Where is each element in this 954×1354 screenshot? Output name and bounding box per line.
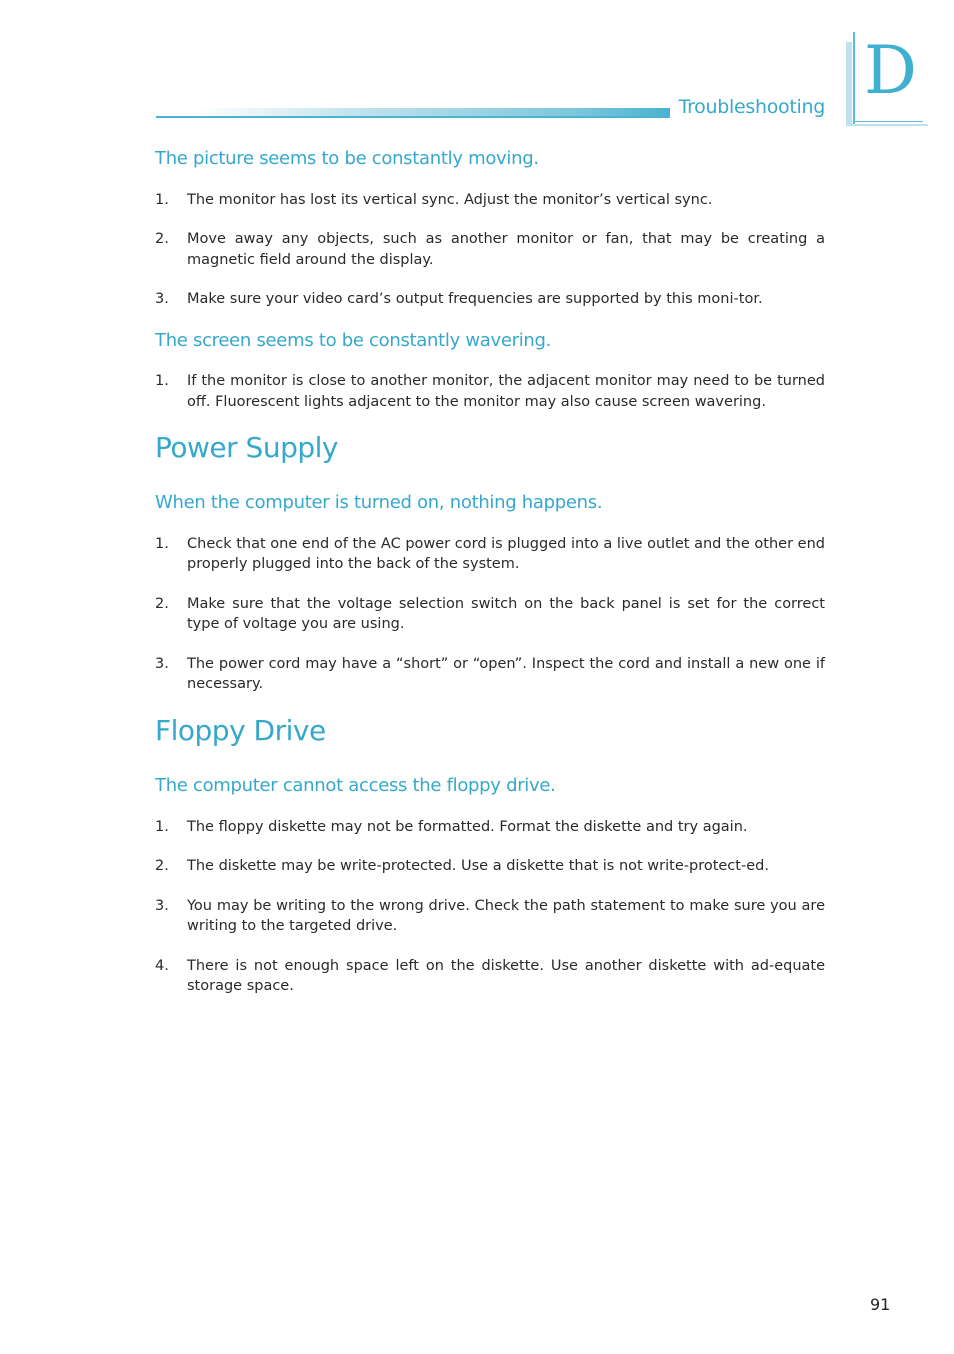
list-item-number: 3. [155, 291, 169, 308]
list-item-number: 1. [155, 373, 169, 390]
list-item-text: Move away any objects, such as another monitor or fan, that may be creating a magnetic field around the display. [187, 231, 825, 268]
list-item [155, 896, 825, 937]
badge-left-line [853, 32, 855, 124]
subsection-title: The computer cannot access the floppy drive. [155, 775, 556, 797]
numbered-list [155, 534, 825, 695]
numbered-list [155, 371, 825, 412]
list-item-number: 2. [155, 231, 169, 248]
list-item [155, 190, 825, 211]
list-item-number: 3. [155, 655, 169, 672]
numbered-list [155, 190, 825, 310]
list-item-text: You may be writing to the wrong drive. Check the path statement to make sure you are writing to the targeted drive. [187, 897, 825, 935]
list-item-text: The diskette may be write-protected. Use a diskette that is not write-protect-ed. [187, 858, 769, 875]
list-item-text: The power cord may have a “short” or “open”. Inspect the cord and install a new one if necessary. [187, 655, 825, 693]
list-item [155, 956, 825, 997]
list-item-number: 1. [155, 191, 169, 208]
subsection-title: The screen seems to be constantly wavering. [155, 329, 552, 351]
subsection-title: The picture seems to be constantly moving. [155, 148, 539, 169]
list-item [155, 594, 825, 635]
list-item-text: The floppy diskette may not be formatted. Format the diskette and try again. [187, 818, 748, 835]
list-item-number: 2. [155, 858, 169, 875]
list-item [155, 856, 825, 877]
list-item [155, 371, 825, 412]
page-number: 91 [870, 1295, 891, 1314]
badge-bottom-bar [846, 124, 928, 126]
list-item-text: Make sure your video card’s output frequencies are supported by this moni-tor. [187, 291, 763, 308]
list-item-number: 2. [155, 595, 169, 612]
header-line [156, 116, 670, 118]
numbered-list [155, 817, 825, 997]
list-item [155, 817, 825, 838]
list-item-number: 3. [155, 897, 169, 914]
subsection-title: When the computer is turned on, nothing happens. [155, 492, 603, 514]
page-content [155, 148, 825, 1017]
appendix-badge [846, 32, 928, 126]
list-item-text: Check that one end of the AC power cord is plugged into a live outlet and the other end properly plugged into the back of the system. [187, 535, 825, 573]
header-rule [156, 106, 670, 118]
list-item-number: 1. [155, 818, 169, 835]
section-heading: Floppy Drive [155, 713, 326, 747]
list-item-text: The monitor has lost its vertical sync. Adjust the monitor’s vertical sync. [187, 191, 713, 208]
list-item-number: 4. [155, 957, 169, 974]
list-item-text: There is not enough space left on the diskette. Use another diskette with ad-equate storage space. [187, 957, 825, 995]
chapter-title: Troubleshooting [678, 96, 825, 118]
header-gradient-bar [196, 108, 670, 116]
list-item-text: Make sure that the voltage selection switch on the back panel is set for the correct type of voltage you are using. [187, 595, 825, 633]
badge-left-bar [846, 42, 852, 126]
list-item [155, 654, 825, 695]
list-item [155, 229, 825, 270]
list-item [155, 289, 825, 310]
appendix-letter: D [864, 32, 917, 109]
list-item-text: If the monitor is close to another monitor, the adjacent monitor may need to be turned off. Fluorescent lights adjacent to the monitor may also cause screen wavering. [187, 373, 825, 410]
list-item-number: 1. [155, 535, 169, 552]
section-heading: Power Supply [155, 431, 338, 465]
badge-bottom-line [853, 121, 923, 122]
list-item [155, 534, 825, 575]
